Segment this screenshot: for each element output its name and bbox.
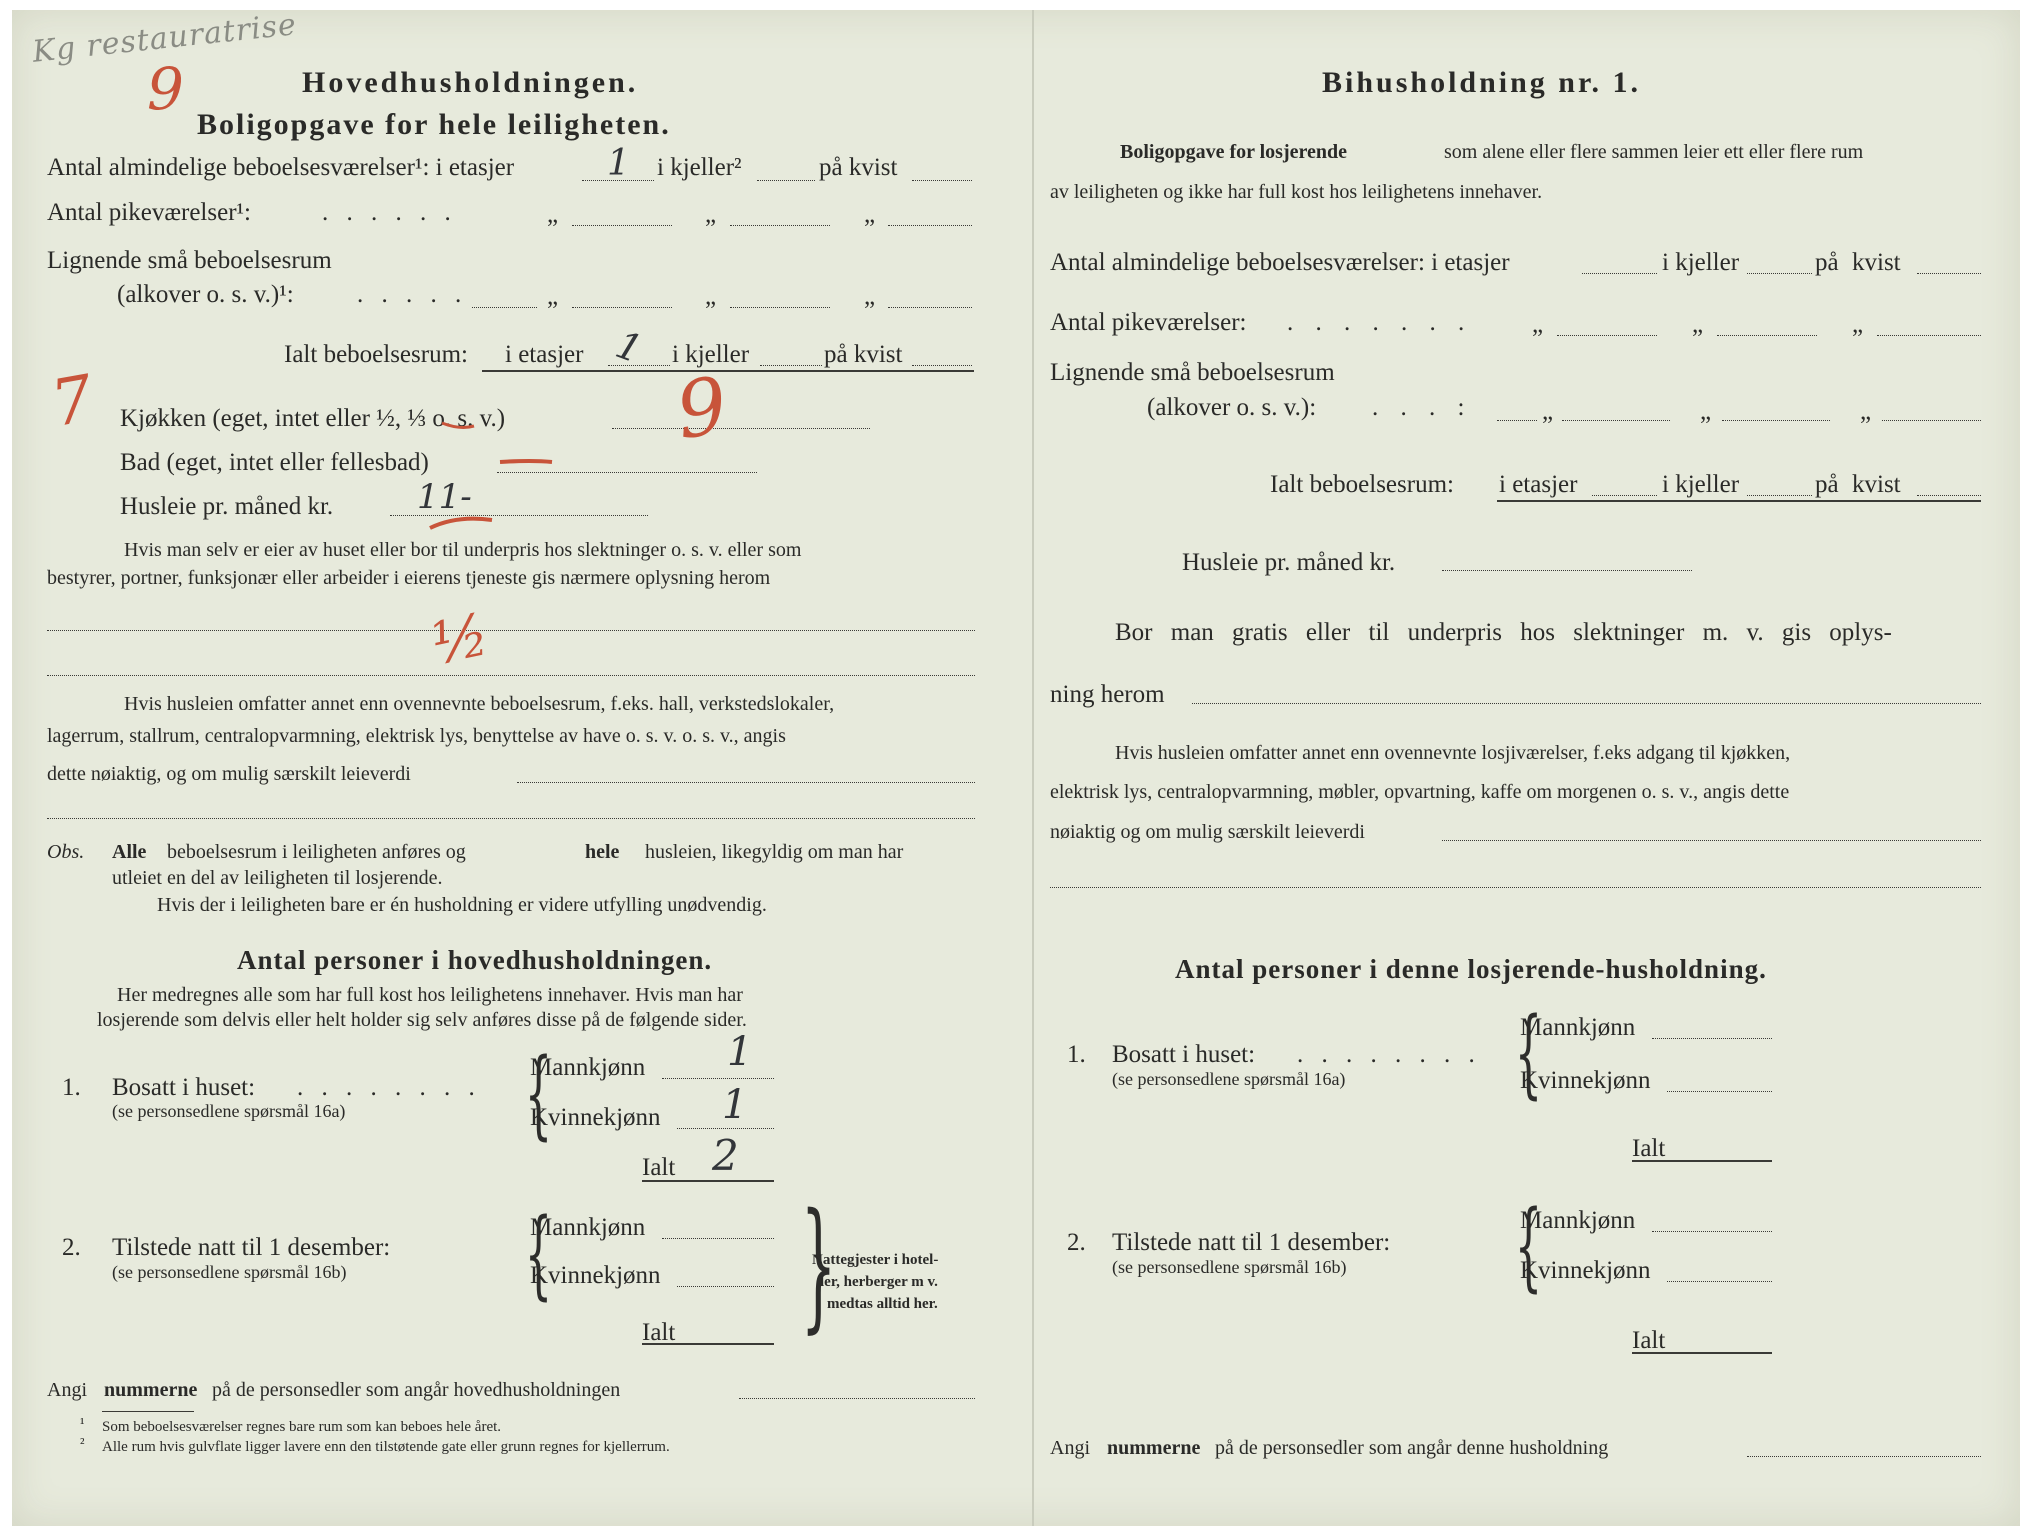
ditto-mark: „: [1542, 398, 1554, 425]
ialt-kvist-label: på kvist: [824, 341, 903, 368]
ditto-mark: „: [1852, 311, 1864, 338]
red-margin-mark: 7: [45, 362, 99, 442]
natt-note-3: medtas alltid her.: [827, 1296, 938, 1312]
obs-text-3: Hvis der i leiligheten bare er én husholdning er videre utfylling unødvendig.: [157, 894, 767, 916]
left-q2-num: 2.: [62, 1234, 81, 1261]
ditto-mark: „: [547, 201, 559, 228]
right-q1-mann: Mannkjønn: [1520, 1014, 1636, 1041]
left-q2-kvinne: Kvinnekjønn: [530, 1262, 661, 1289]
right-q2-num: 2.: [1067, 1229, 1086, 1256]
footnote-1-mark: ¹: [80, 1416, 85, 1432]
right-gratis-2: ning herom: [1050, 681, 1165, 708]
omfatter-text-2: lagerrum, stallrum, centralopvarmning, elektrisk lys, benyttelse av have o. s. v. o. s. v., angis: [47, 725, 786, 747]
husleie-label: Husleie pr. måned kr.: [120, 493, 334, 520]
right-intro-bold: Boligopgave for losjerende: [1120, 141, 1348, 163]
ditto-mark: „: [1700, 398, 1712, 425]
right-q2-label: Tilstede natt til 1 desember:: [1112, 1229, 1391, 1256]
left-q1-sub: (se personsedlene spørsmål 16a): [112, 1101, 346, 1121]
right-q2-kvinne: Kvinnekjønn: [1520, 1257, 1651, 1284]
ialt-etasjer-value: 1: [610, 322, 648, 372]
right-lignende-label: Lignende små beboelsesrum: [1050, 359, 1335, 386]
right-kvist-label: kvist: [1852, 249, 1901, 276]
obs-text-1b: husleien, likegyldig om man har: [645, 841, 904, 863]
footnote-2: Alle rum hvis gulvflate ligger lavere enn den tilstøtende gate eller grunn regnes for kjellerrum.: [102, 1439, 670, 1455]
right-ialt-etasjer-label: i etasjer: [1499, 471, 1578, 498]
right-omfatter-3: nøiaktig og om mulig særskilt leieverdi: [1050, 821, 1365, 843]
right-omfatter-1: Hvis husleien omfatter annet enn ovennevnte losjiværelser, f.eks adgang til kjøkken,: [1115, 742, 1791, 764]
right-ialt-kvist: kvist: [1852, 471, 1901, 498]
ialt-etasjer-label: i etasjer: [505, 341, 584, 368]
lignende-label: Lignende små beboelsesrum: [47, 247, 332, 274]
ditto-mark: „: [1860, 398, 1872, 425]
right-paa-label: på: [1815, 249, 1839, 276]
obs-text-2: utleiet en del av leiligheten til losjerende.: [112, 867, 443, 889]
omfatter-text-3: dette nøiaktig, og om mulig særskilt leieverdi: [47, 763, 411, 785]
right-persons-title: Antal personer i denne losjerende-husholdning.: [1175, 954, 1767, 984]
right-angi-1: Angi: [1050, 1437, 1090, 1459]
obs-hele: hele: [585, 841, 620, 863]
right-angi-2: på de personsedler som angår denne husholdning: [1215, 1437, 1609, 1459]
husleie-value: 11-: [417, 477, 472, 517]
right-pike-dots: . . . . . . .: [1287, 309, 1473, 336]
left-angi-1: Angi: [47, 1379, 87, 1401]
left-q2-close-brace: }: [800, 1184, 837, 1347]
right-q2-ialt: Ialt: [1632, 1327, 1666, 1354]
right-q1-dots: . . . . . . . .: [1297, 1041, 1481, 1068]
ialt-value: 2: [712, 1131, 739, 1180]
left-subtitle: Boligopgave for hele leiligheten.: [197, 108, 671, 141]
ditto-mark: „: [705, 283, 717, 310]
right-q1-ialt: Ialt: [1632, 1135, 1666, 1162]
bad-label: Bad (eget, intet eller fellesbad): [120, 449, 429, 476]
left-q1-mann: Mannkjønn: [530, 1054, 646, 1081]
left-q2-brace: {: [524, 1198, 553, 1310]
left-persons-title: Antal personer i hovedhusholdningen.: [237, 945, 713, 975]
right-intro-1: som alene eller flere sammen leier ett eller flere rum: [1444, 141, 1864, 163]
left-persons-note-2: losjerende som delvis eller helt holder sig selv anføres disse på de følgende sider.: [97, 1009, 747, 1031]
right-alkover-label: (alkover o. s. v.):: [1147, 394, 1317, 421]
left-q1-ialt: Ialt: [642, 1154, 676, 1181]
right-q2-mann: Mannkjønn: [1520, 1207, 1636, 1234]
ialt-rooms-label: Ialt beboelsesrum:: [284, 341, 468, 368]
mann-value: 1: [727, 1029, 753, 1075]
right-alkover-dots: . . . :: [1372, 394, 1473, 421]
ditto-mark: „: [1692, 311, 1704, 338]
census-form-sheet: [12, 7, 2020, 1526]
pike-dots: . . . . . .: [322, 199, 457, 226]
right-q1-num: 1.: [1067, 1041, 1086, 1068]
right-q1-kvinne: Kvinnekjønn: [1520, 1067, 1651, 1094]
kvinne-value: 1: [722, 1082, 748, 1128]
footnote-2-mark: ²: [80, 1436, 85, 1452]
left-q1-dots: . . . . . . . .: [297, 1074, 481, 1101]
right-kjeller-label: i kjeller: [1662, 249, 1740, 276]
left-angi-2: på de personsedler som angår hovedhusholdningen: [212, 1379, 621, 1401]
ialt-kjeller-label: i kjeller: [672, 341, 750, 368]
right-ordinary-label: Antal almindelige beboelsesværelser: i etasjer: [1050, 249, 1510, 276]
red-half-mark: ½: [425, 599, 495, 679]
red-pencil-strokes: [12, 7, 2020, 1526]
natt-note-1: Nattegjester i hotel-: [812, 1252, 939, 1268]
left-persons-note-1: Her medregnes alle som har full kost hos leilighetens innehaver. Hvis man har: [117, 984, 743, 1006]
red-number-9-top: 9: [147, 55, 184, 123]
right-q2-sub: (se personsedlene spørsmål 16b): [1112, 1257, 1347, 1277]
right-intro-2: av leiligheten og ikke har full kost hos leilighetens innehaver.: [1050, 181, 1543, 203]
left-q2-mann: Mannkjønn: [530, 1214, 646, 1241]
left-q1-brace: {: [524, 1038, 553, 1150]
corner-pencil-note: Kg restauratrise: [30, 7, 299, 70]
obs-label: Obs.: [47, 841, 85, 863]
right-ialt-kjeller-label: i kjeller: [1662, 471, 1740, 498]
right-q1-label: Bosatt i huset:: [1112, 1041, 1256, 1068]
kvist-label: på kvist: [819, 154, 898, 181]
left-q2-ialt: Ialt: [642, 1319, 676, 1346]
right-pike-label: Antal pikeværelser:: [1050, 309, 1247, 336]
left-q1-num: 1.: [62, 1074, 81, 1101]
obs-text-1a: beboelsesrum i leiligheten anføres og: [167, 841, 466, 863]
alkover-dots: . . . . .: [357, 281, 468, 308]
omfatter-text-1: Hvis husleien omfatter annet enn ovennevnte beboelsesrum, f.eks. hall, verkstedslokaler,: [124, 693, 835, 715]
left-q2-sub: (se personsedlene spørsmål 16b): [112, 1262, 347, 1282]
red-kjokken-9: 9: [670, 360, 733, 458]
etasjer-value: 1: [607, 143, 630, 184]
right-gratis-1: Bor man gratis eller til underpris hos slektninger m. v. gis oplys-: [1115, 619, 1892, 646]
eier-text-2: bestyrer, portner, funksjonær eller arbeider i eierens tjeneste gis nærmere oplysning herom: [47, 567, 771, 589]
right-q1-sub: (se personsedlene spørsmål 16a): [1112, 1069, 1346, 1089]
right-ialt-paa: på: [1815, 471, 1839, 498]
kjeller-label: i kjeller²: [657, 154, 742, 181]
left-q2-label: Tilstede natt til 1 desember:: [112, 1234, 391, 1261]
natt-note-2: ler, herberger m v.: [820, 1274, 938, 1290]
right-angi-nummerne: nummerne: [1107, 1437, 1201, 1459]
right-q2-brace: {: [1514, 1190, 1543, 1302]
left-q1-label: Bosatt i huset:: [112, 1074, 256, 1101]
ditto-mark: „: [864, 283, 876, 310]
alkover-label: (alkover o. s. v.)¹:: [117, 281, 294, 308]
left-title: Hovedhusholdningen.: [302, 66, 639, 99]
left-q1-kvinne: Kvinnekjønn: [530, 1104, 661, 1131]
footnote-1: Som beboelsesværelser regnes bare rum som kan beboes hele året.: [102, 1419, 502, 1435]
obs-alle: Alle: [112, 841, 147, 863]
ditto-mark: „: [1532, 311, 1544, 338]
right-ialt-label: Ialt beboelsesrum:: [1270, 471, 1454, 498]
right-omfatter-2: elektrisk lys, centralopvarmning, møbler, opvartning, kaffe om morgenen o. s. v., angis dette: [1050, 781, 1790, 803]
kjokken-label: Kjøkken (eget, intet eller ½, ⅓ o. s. v.): [120, 405, 506, 432]
right-title: Bihusholdning nr. 1.: [1322, 66, 1642, 99]
pike-label: Antal pikeværelser¹:: [47, 199, 251, 226]
left-angi-nummerne: nummerne: [104, 1379, 198, 1401]
eier-text-1: Hvis man selv er eier av huset eller bor til underpris hos slektninger o. s. v. eller som: [124, 539, 802, 561]
ditto-mark: „: [864, 201, 876, 228]
right-husleie-label: Husleie pr. måned kr.: [1182, 549, 1396, 576]
ditto-mark: „: [705, 201, 717, 228]
right-q1-brace: {: [1514, 997, 1543, 1109]
ditto-mark: „: [547, 283, 559, 310]
ordinary-rooms-label: Antal almindelige beboelsesværelser¹: i etasjer: [47, 154, 515, 181]
